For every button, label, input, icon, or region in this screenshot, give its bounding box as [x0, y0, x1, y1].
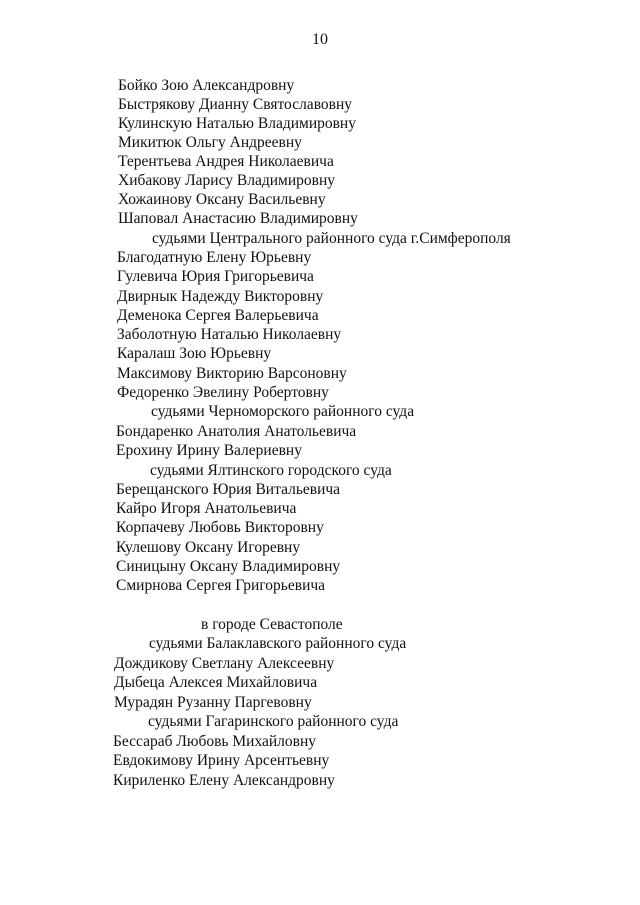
court-heading: судьями Гагаринского районного суда	[148, 713, 399, 730]
appointee-name: Кайро Игоря Анатольевича	[116, 500, 297, 517]
city-heading: в городе Севастополе	[201, 616, 343, 633]
page-number: 10	[312, 31, 328, 48]
court-heading: судьями Ялтинского городского суда	[150, 462, 392, 479]
appointee-name: Дождикову Светлану Алексеевну	[114, 655, 335, 672]
appointee-name: Евдокимову Ирину Арсентьевну	[113, 752, 330, 769]
appointee-name: Хибакову Ларису Владимировну	[118, 172, 335, 189]
appointee-name: Корпачеву Любовь Викторовну	[116, 519, 324, 536]
appointee-name: Быстрякову Дианну Святославовну	[118, 96, 353, 113]
appointee-name: Кириленко Елену Александровну	[113, 772, 335, 789]
appointee-name: Смирнова Сергея Григорьевича	[116, 577, 326, 594]
appointee-name: Федоренко Эвелину Робертовну	[117, 384, 329, 401]
appointee-name: Деменока Сергея Валерьевича	[117, 307, 319, 324]
appointee-name: Синицыну Оксану Владимировну	[116, 558, 341, 575]
appointee-name: Благодатную Елену Юрьевну	[117, 249, 312, 266]
appointee-name: Гулевича Юрия Григорьевича	[117, 268, 314, 285]
appointee-name: Дыбеца Алексея Михайловича	[114, 674, 318, 691]
appointee-name: Микитюк Ольгу Андреевну	[118, 134, 302, 151]
appointee-name: Кулинскую Наталью Владимировну	[118, 115, 356, 132]
appointee-name: Двирнык Надежду Викторовну	[117, 288, 324, 305]
appointee-name: Берещанского Юрия Витальевича	[116, 481, 341, 498]
appointee-name: Мурадян Рузанну Паргевовну	[114, 694, 312, 711]
appointee-name: Каралаш Зою Юрьевну	[117, 345, 272, 362]
appointee-name: Кулешову Оксану Игоревну	[116, 539, 301, 556]
court-heading: судьями Черноморского районного суда	[151, 403, 415, 420]
appointee-name: Максимову Викторию Варсоновну	[117, 365, 347, 382]
appointee-name: Бондаренко Анатолия Анатольевича	[116, 423, 357, 440]
appointee-name: Бессараб Любовь Михайловну	[113, 733, 317, 750]
appointee-name: Ерохину Ирину Валериевну	[116, 442, 302, 459]
court-heading: судьями Балаклавского районного суда	[149, 635, 407, 652]
court-heading: судьями Центрального районного суда г.Симферополя	[152, 230, 511, 247]
appointee-name: Шаповал Анастасию Владимировну	[118, 210, 358, 227]
appointee-name: Хожаинову Оксану Васильевну	[118, 191, 326, 208]
appointee-name: Терентьева Андрея Николаевича	[118, 153, 334, 170]
appointee-name: Бойко Зою Александровну	[118, 77, 295, 94]
appointee-name: Заболотную Наталью Николаевну	[117, 326, 342, 343]
